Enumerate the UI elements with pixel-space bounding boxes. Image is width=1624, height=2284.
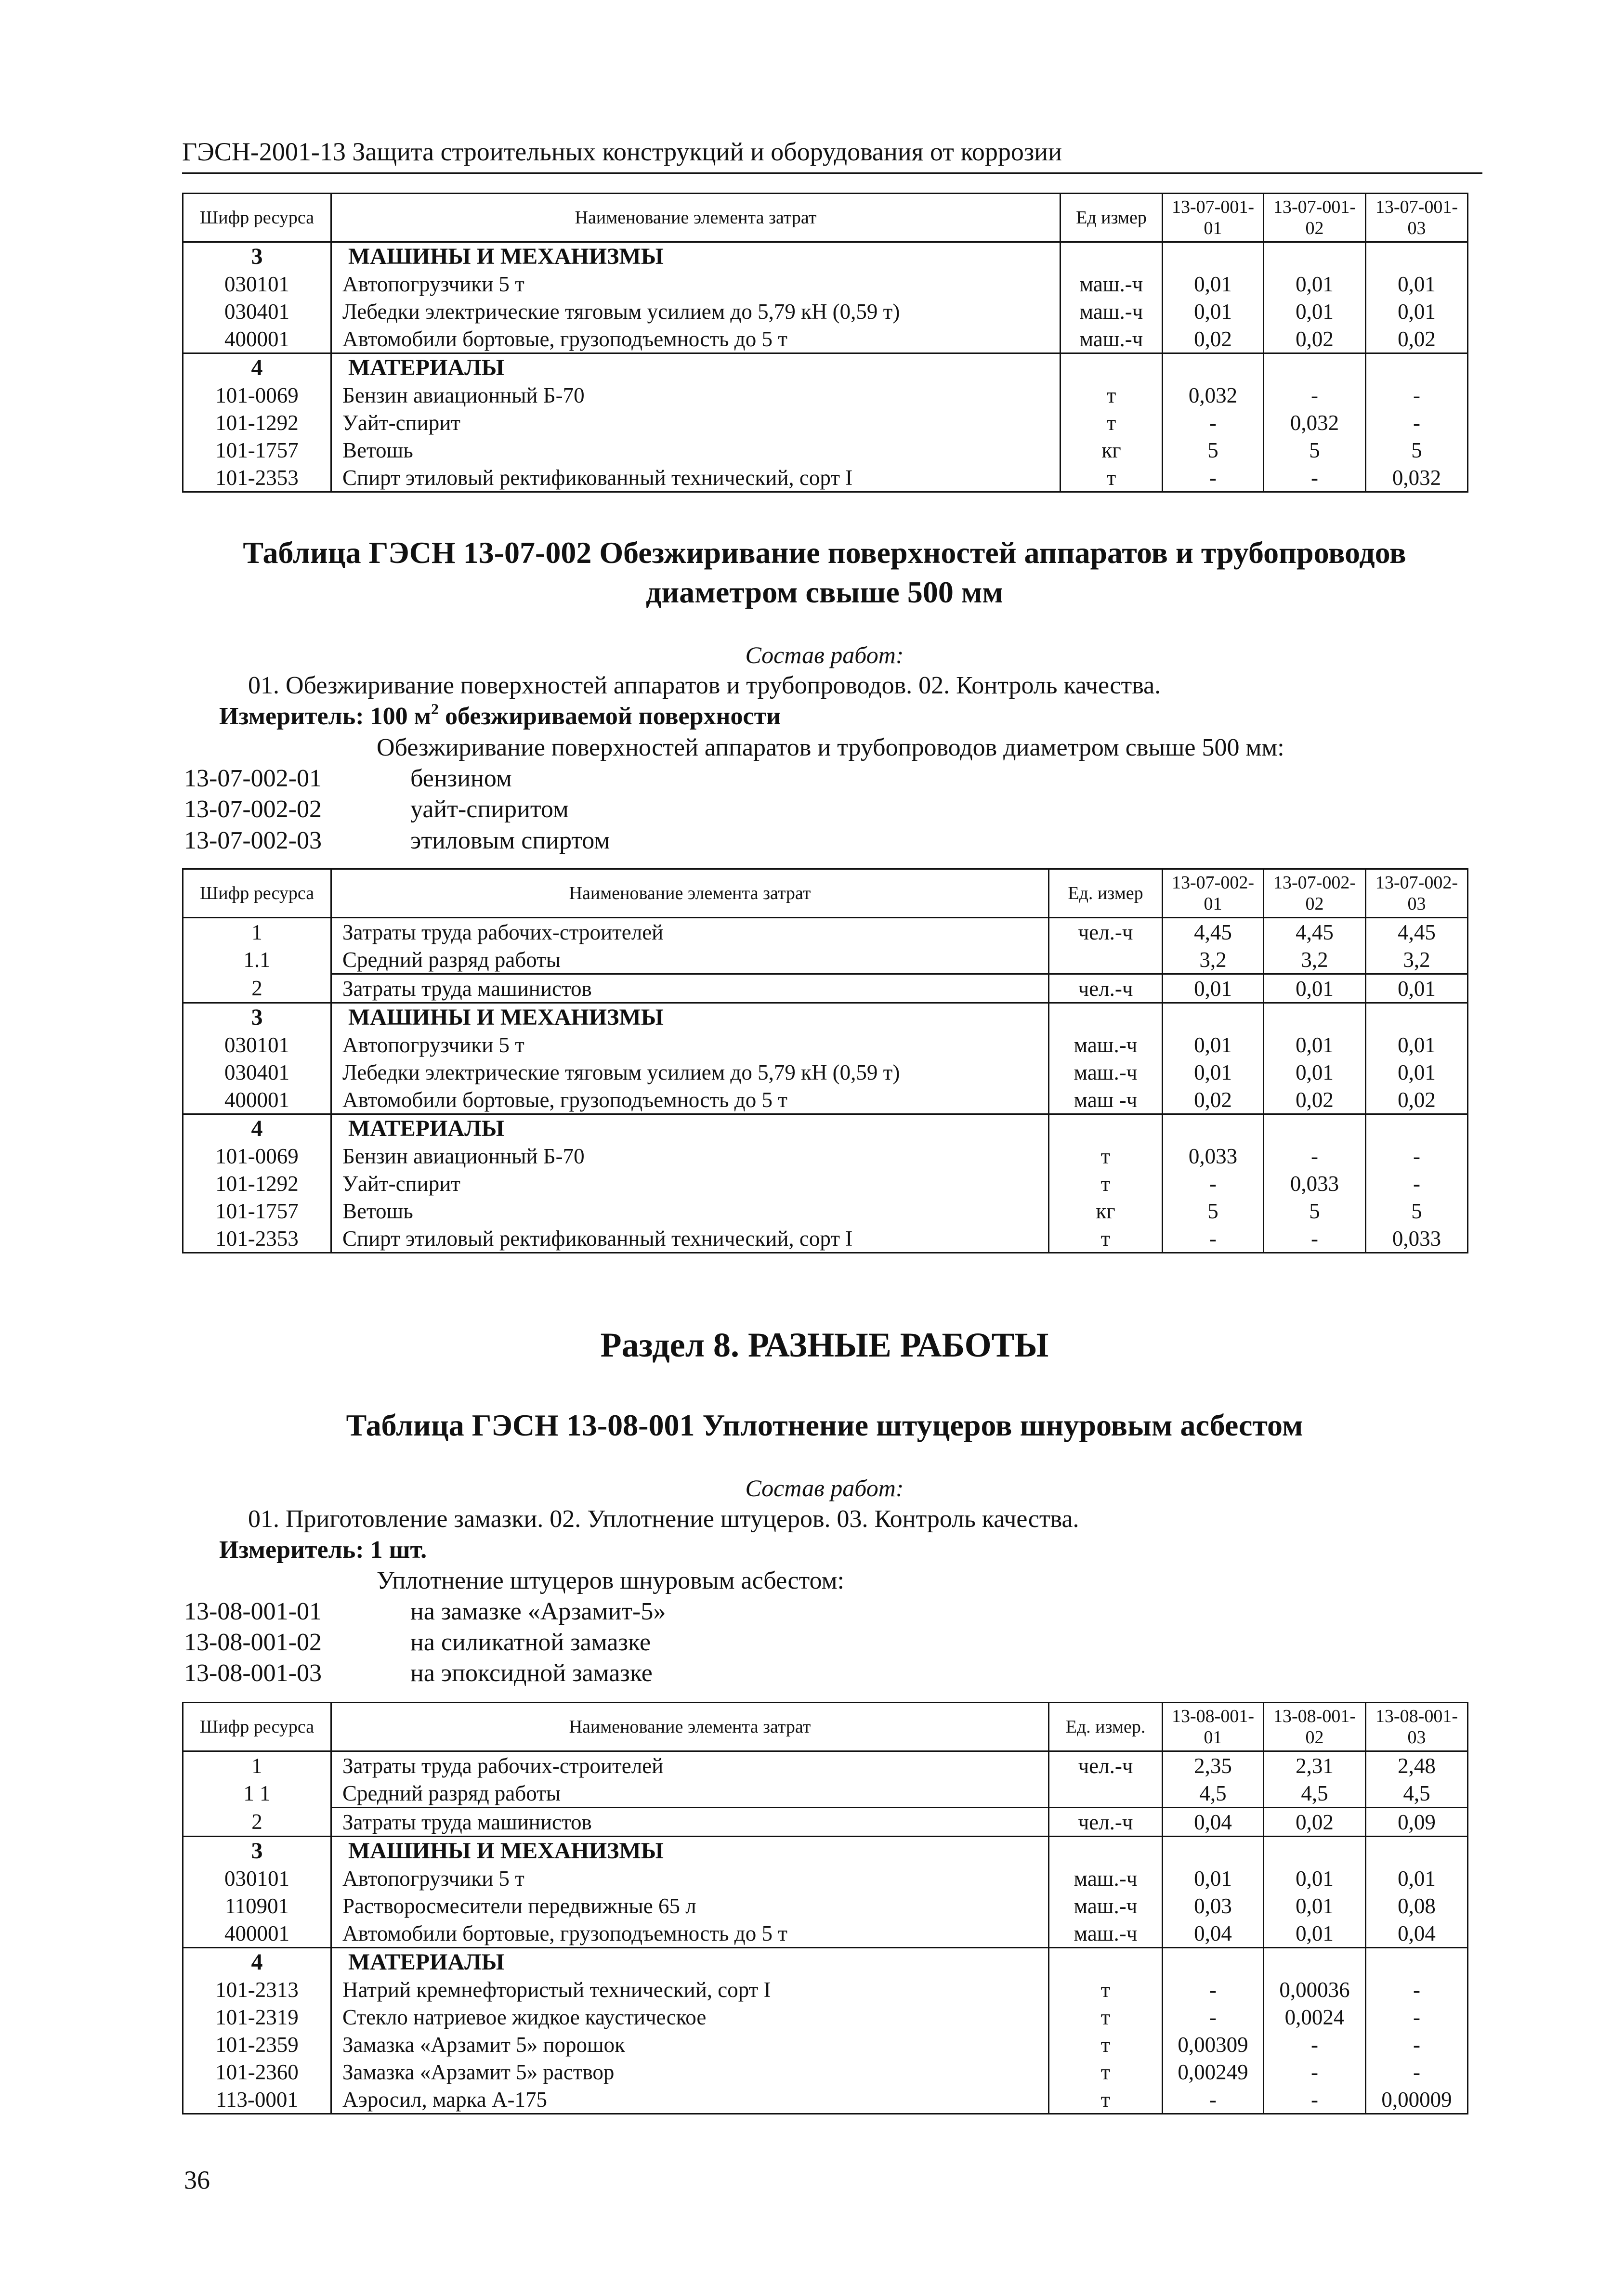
resource-unit <box>1049 1779 1163 1808</box>
table-row <box>183 1086 1468 1114</box>
norm-value: - <box>1366 409 1468 436</box>
resource-name: Средний разряд работы <box>331 1779 1049 1808</box>
resource-unit: т <box>1049 2086 1163 2114</box>
header-unit: Ед. измер. <box>1049 1703 1163 1751</box>
norm-value: - <box>1163 2086 1264 2114</box>
norm-value: 2,48 <box>1366 1751 1468 1780</box>
meter-label: Измеритель: <box>219 1536 364 1564</box>
norm-description: уайт-спиритом <box>410 796 569 823</box>
norm-value: 0,032 <box>1366 464 1468 492</box>
norm-value: 0,032 <box>1163 381 1264 409</box>
norm-value: 5 <box>1264 436 1366 464</box>
table-header-row <box>183 194 1468 242</box>
resource-unit: кг <box>1061 436 1163 464</box>
norm-value: 0,032 <box>1264 409 1366 436</box>
resource-name: Затраты труда рабочих-строителей <box>331 918 1049 946</box>
norm-value: 0,02 <box>1366 1086 1468 1114</box>
norm-value: 4,45 <box>1366 918 1468 946</box>
resource-name: Средний разряд работы <box>331 946 1049 974</box>
table-title-13-07-002-line2: диаметром свыше 500 мм <box>646 575 1003 609</box>
header-code: Шифр ресурса <box>183 194 331 242</box>
norm-value: 0,02 <box>1163 325 1264 353</box>
norm-value: 4,5 <box>1366 1779 1468 1808</box>
resource-code: 3 <box>183 242 331 271</box>
resource-code: 400001 <box>183 325 331 353</box>
resource-code: 101-1757 <box>183 1197 331 1225</box>
resource-name: Ветошь <box>331 1197 1049 1225</box>
header-name: Наименование элемента затрат <box>331 1703 1049 1751</box>
norm-value: - <box>1264 2086 1366 2114</box>
table-header-row <box>183 1703 1468 1751</box>
norm-value: 0,01 <box>1366 1865 1468 1892</box>
header-norm-1: 13-08-001-01 <box>1163 1703 1264 1751</box>
norm-value: 0,04 <box>1163 1808 1264 1837</box>
norm-value: - <box>1163 1170 1264 1197</box>
resource-unit: т <box>1049 1142 1163 1170</box>
norm-value: 0,00309 <box>1163 2031 1264 2058</box>
header-norm-3: 13-08-001-03 <box>1366 1703 1468 1751</box>
norm-value: 5 <box>1366 1197 1468 1225</box>
resource-code: 2 <box>183 974 331 1003</box>
resource-name: Затраты труда машинистов <box>331 1808 1049 1837</box>
norm-value: - <box>1264 464 1366 492</box>
table-row <box>183 1003 1468 1031</box>
norm-value: - <box>1264 1225 1366 1253</box>
resource-unit: чел.-ч <box>1049 1808 1163 1837</box>
resource-name: Затраты труда рабочих-строителей <box>331 1751 1049 1780</box>
norm-code: 13-07-002-03 <box>184 827 322 854</box>
norm-value: 0,02 <box>1163 1086 1264 1114</box>
norm-value: 4,5 <box>1264 1779 1366 1808</box>
norm-value: 0,01 <box>1366 298 1468 325</box>
norm-description: на замазке «Арзамит-5» <box>410 1598 666 1625</box>
meter-label: Измеритель: <box>219 703 364 730</box>
composition-text: 01. Обезжиривание поверхностей аппаратов и трубопроводов. 02. Контроль качества. <box>248 672 1161 699</box>
norm-value: - <box>1163 409 1264 436</box>
resource-unit: т <box>1049 2058 1163 2086</box>
header-unit: Ед измер <box>1061 194 1163 242</box>
category-name: МАШИНЫ И МЕХАНИЗМЫ <box>331 242 1061 271</box>
table-row <box>183 1170 1468 1197</box>
header-code: Шифр ресурса <box>183 1703 331 1751</box>
table-row <box>183 1976 1468 2003</box>
table-row <box>183 1114 1468 1143</box>
resource-unit: т <box>1061 464 1163 492</box>
header-norm-2: 13-07-002-02 <box>1264 869 1366 918</box>
table-row <box>183 242 1468 271</box>
category-name: МАШИНЫ И МЕХАНИЗМЫ <box>331 1003 1049 1031</box>
norm-code: 13-07-002-01 <box>184 765 322 792</box>
resource-name: Затраты труда машинистов <box>331 974 1049 1003</box>
resource-name: Лебедки электрические тяговым усилием до 5,79 кН (0,59 т) <box>331 298 1061 325</box>
resource-code: 101-2353 <box>183 464 331 492</box>
resource-unit: маш.-ч <box>1049 1892 1163 1919</box>
resource-code: 3 <box>183 1837 331 1865</box>
norm-value: 3,2 <box>1163 946 1264 974</box>
resource-code: 030101 <box>183 1865 331 1892</box>
header-rule <box>182 172 1482 174</box>
norm-value: 0,01 <box>1366 1058 1468 1086</box>
norm-value: - <box>1366 2058 1468 2086</box>
norm-code: 13-08-001-02 <box>184 1629 322 1656</box>
norm-value: - <box>1366 2003 1468 2031</box>
meter-line <box>219 1535 427 1565</box>
composition-label: Состав работ: <box>745 1475 904 1501</box>
table-row <box>183 436 1468 464</box>
resource-unit: т <box>1049 2003 1163 2031</box>
table-row <box>183 353 1468 382</box>
norm-description: на силикатной замазке <box>410 1629 651 1656</box>
table-row <box>183 381 1468 409</box>
resource-unit: маш.-ч <box>1061 325 1163 353</box>
composition-text: 01. Приготовление замазки. 02. Уплотнение штуцеров. 03. Контроль качества. <box>248 1505 1079 1533</box>
table-row <box>183 1031 1468 1058</box>
resource-name: Автопогрузчики 5 т <box>331 1031 1049 1058</box>
table-row <box>183 270 1468 298</box>
resource-name: Автомобили бортовые, грузоподъемность до 5 т <box>331 325 1061 353</box>
resource-name: Уайт-спирит <box>331 409 1061 436</box>
resource-code: 2 <box>183 1808 331 1837</box>
norm-value: 0,01 <box>1264 1058 1366 1086</box>
resource-name: Замазка «Арзамит 5» порошок <box>331 2031 1049 2058</box>
resource-name: Стекло натриевое жидкое каустическое <box>331 2003 1049 2031</box>
header-norm-2: 13-07-001-02 <box>1264 194 1366 242</box>
resource-unit: т <box>1049 1170 1163 1197</box>
resource-code: 101-1292 <box>183 1170 331 1197</box>
norm-value: 0,09 <box>1366 1808 1468 1837</box>
resource-unit: маш.-ч <box>1049 1919 1163 1948</box>
resource-unit: чел.-ч <box>1049 1751 1163 1780</box>
resource-code: 101-1292 <box>183 409 331 436</box>
resource-code: 101-2353 <box>183 1225 331 1253</box>
norm-value: - <box>1366 2031 1468 2058</box>
norm-value: 0,01 <box>1163 270 1264 298</box>
norm-value: 0,0024 <box>1264 2003 1366 2031</box>
resource-code: 400001 <box>183 1086 331 1114</box>
norm-value: 0,033 <box>1163 1142 1264 1170</box>
resource-code: 101-2313 <box>183 1976 331 2003</box>
resource-table-13-07-002 <box>182 868 1468 1253</box>
table-row <box>183 1919 1468 1948</box>
resource-name: Автомобили бортовые, грузоподъемность до 5 т <box>331 1086 1049 1114</box>
resource-unit: т <box>1061 381 1163 409</box>
norm-value: 0,01 <box>1163 1058 1264 1086</box>
norm-code: 13-08-001-01 <box>184 1598 322 1625</box>
header-norm-1: 13-07-001-01 <box>1163 194 1264 242</box>
resource-table-13-07-001 <box>182 193 1468 493</box>
norm-value: 0,01 <box>1264 270 1366 298</box>
header-unit: Ед. измер <box>1049 869 1163 918</box>
norm-value: - <box>1366 381 1468 409</box>
resource-code: 1.1 <box>183 946 331 974</box>
resource-code: 030401 <box>183 298 331 325</box>
resource-code: 113-0001 <box>183 2086 331 2114</box>
norm-value: 0,00036 <box>1264 1976 1366 2003</box>
norm-value: 0,02 <box>1366 325 1468 353</box>
norm-value: 5 <box>1163 1197 1264 1225</box>
resource-unit: т <box>1049 1225 1163 1253</box>
norm-value: - <box>1163 2003 1264 2031</box>
norm-value: - <box>1264 381 1366 409</box>
resource-unit: маш.-ч <box>1049 1031 1163 1058</box>
category-name: МАШИНЫ И МЕХАНИЗМЫ <box>331 1837 1049 1865</box>
norm-value: 0,01 <box>1264 1031 1366 1058</box>
table-row <box>183 464 1468 492</box>
norm-value: 0,01 <box>1264 298 1366 325</box>
table-row <box>183 974 1468 1003</box>
table-row <box>183 1058 1468 1086</box>
norm-value: 4,45 <box>1264 918 1366 946</box>
header-norm-3: 13-07-001-03 <box>1366 194 1468 242</box>
resource-code: 101-2360 <box>183 2058 331 2086</box>
table-row <box>183 1779 1468 1808</box>
table-row <box>183 1197 1468 1225</box>
category-name: МАТЕРИАЛЫ <box>331 1114 1049 1143</box>
norm-value: 0,01 <box>1366 1031 1468 1058</box>
norm-value: 0,01 <box>1163 298 1264 325</box>
header-code: Шифр ресурса <box>183 869 331 918</box>
norm-value: 0,02 <box>1264 1808 1366 1837</box>
norm-value: - <box>1366 1976 1468 2003</box>
norm-value: - <box>1366 1142 1468 1170</box>
header-norm-2: 13-08-001-02 <box>1264 1703 1366 1751</box>
table-row <box>183 2003 1468 2031</box>
norm-value: 2,31 <box>1264 1751 1366 1780</box>
header-name: Наименование элемента затрат <box>331 194 1061 242</box>
resource-code: 3 <box>183 1003 331 1031</box>
resource-code: 101-0069 <box>183 1142 331 1170</box>
table-row <box>183 1225 1468 1253</box>
norm-intro: Обезжиривание поверхностей аппаратов и трубопроводов диаметром свыше 500 мм: <box>377 734 1284 761</box>
norm-description: на эпоксидной замазке <box>410 1659 653 1687</box>
norm-value: 0,01 <box>1264 1919 1366 1948</box>
norm-value: 0,00009 <box>1366 2086 1468 2114</box>
norm-value: 0,01 <box>1264 1865 1366 1892</box>
norm-value: 3,2 <box>1366 946 1468 974</box>
resource-name: Уайт-спирит <box>331 1170 1049 1197</box>
norm-value: 0,033 <box>1264 1170 1366 1197</box>
resource-unit: кг <box>1049 1197 1163 1225</box>
norm-value: 3,2 <box>1264 946 1366 974</box>
resource-code: 030101 <box>183 1031 331 1058</box>
table-row <box>183 1808 1468 1837</box>
meter-value: 1 шт. <box>370 1536 427 1564</box>
norm-value: 0,01 <box>1366 270 1468 298</box>
resource-code: 1 1 <box>183 1779 331 1808</box>
norm-code: 13-08-001-03 <box>184 1659 322 1687</box>
meter-value: 100 $м^2$ обезжириваемой поверхности <box>370 700 781 730</box>
resource-code: 101-2359 <box>183 2031 331 2058</box>
resource-unit: маш.-ч <box>1061 270 1163 298</box>
norm-value: 0,033 <box>1366 1225 1468 1253</box>
resource-code: 1 <box>183 1751 331 1780</box>
table-row <box>183 946 1468 974</box>
norm-value: - <box>1264 2058 1366 2086</box>
header-norm-1: 13-07-002-01 <box>1163 869 1264 918</box>
norm-value: - <box>1163 464 1264 492</box>
resource-name: Спирт этиловый ректификованный технический, сорт I <box>331 464 1061 492</box>
resource-table-13-08-001 <box>182 1702 1468 2114</box>
resource-code: 101-2319 <box>183 2003 331 2031</box>
resource-unit: маш.-ч <box>1049 1865 1163 1892</box>
norm-value: 0,01 <box>1163 1865 1264 1892</box>
resource-name: Автопогрузчики 5 т <box>331 270 1061 298</box>
header-name: Наименование элемента затрат <box>331 869 1049 918</box>
norm-value: 0,01 <box>1163 974 1264 1003</box>
norm-value: - <box>1163 1225 1264 1253</box>
table-row <box>183 1837 1468 1865</box>
table-row <box>183 918 1468 946</box>
resource-name: Автопогрузчики 5 т <box>331 1865 1049 1892</box>
resource-name: Растворосмесители передвижные 65 л <box>331 1892 1049 1919</box>
resource-name: Замазка «Арзамит 5» раствор <box>331 2058 1049 2086</box>
resource-code: 4 <box>183 1948 331 1976</box>
resource-code: 110901 <box>183 1892 331 1919</box>
norm-value: 5 <box>1366 436 1468 464</box>
composition-label: Состав работ: <box>745 641 904 668</box>
page-number: 36 <box>184 2166 210 2194</box>
norm-value: 0,02 <box>1264 1086 1366 1114</box>
resource-unit: т <box>1049 2031 1163 2058</box>
table-title-13-07-002-line1: Таблица ГЭСН 13-07-002 Обезжиривание поверхностей аппаратов и трубопроводов <box>243 535 1406 570</box>
table-row <box>183 325 1468 353</box>
norm-value: - <box>1264 2031 1366 2058</box>
resource-name: Бензин авиационный Б-70 <box>331 381 1061 409</box>
norm-value: - <box>1366 1170 1468 1197</box>
resource-unit: т <box>1049 1976 1163 2003</box>
norm-value: - <box>1264 1142 1366 1170</box>
norm-value: 0,01 <box>1366 974 1468 1003</box>
norm-value: 5 <box>1163 436 1264 464</box>
norm-code: 13-07-002-02 <box>184 796 322 823</box>
table-row <box>183 1892 1468 1919</box>
resource-unit: чел.-ч <box>1049 974 1163 1003</box>
table-row <box>183 2086 1468 2114</box>
resource-name: Аэросил, марка А-175 <box>331 2086 1049 2114</box>
resource-unit: т <box>1061 409 1163 436</box>
table-row <box>183 1142 1468 1170</box>
header-norm-3: 13-07-002-03 <box>1366 869 1468 918</box>
resource-code: 1 <box>183 918 331 946</box>
running-header: ГЭСН-2001-13 Защита строительных конструкций и оборудования от коррозии <box>182 137 1062 166</box>
norm-intro: Уплотнение штуцеров шнуровым асбестом: <box>377 1567 844 1594</box>
norm-value: 4,45 <box>1163 918 1264 946</box>
norm-value: 2,35 <box>1163 1751 1264 1780</box>
norm-value: 0,02 <box>1264 325 1366 353</box>
resource-unit: маш.-ч <box>1049 1058 1163 1086</box>
table-row <box>183 2031 1468 2058</box>
table-row <box>183 298 1468 325</box>
norm-value: 0,03 <box>1163 1892 1264 1919</box>
resource-code: 101-1757 <box>183 436 331 464</box>
resource-code: 4 <box>183 353 331 382</box>
norm-value: - <box>1163 1976 1264 2003</box>
resource-name: Лебедки электрические тяговым усилием до 5,79 кН (0,59 т) <box>331 1058 1049 1086</box>
meter-line <box>219 702 781 731</box>
norm-value: 0,01 <box>1264 974 1366 1003</box>
table-row <box>183 1948 1468 1976</box>
norm-value: 5 <box>1264 1197 1366 1225</box>
resource-name: Натрий кремнефтористый технический, сорт I <box>331 1976 1049 2003</box>
resource-unit: чел.-ч <box>1049 918 1163 946</box>
norm-description: бензином <box>410 765 512 792</box>
category-name: МАТЕРИАЛЫ <box>331 1948 1049 1976</box>
category-name: МАТЕРИАЛЫ <box>331 353 1061 382</box>
resource-code: 030101 <box>183 270 331 298</box>
norm-value: 0,04 <box>1366 1919 1468 1948</box>
norm-value: 0,01 <box>1264 1892 1366 1919</box>
norm-value: 4,5 <box>1163 1779 1264 1808</box>
resource-name: Бензин авиационный Б-70 <box>331 1142 1049 1170</box>
resource-unit <box>1049 946 1163 974</box>
table-row <box>183 2058 1468 2086</box>
norm-value: 0,01 <box>1163 1031 1264 1058</box>
norm-value: 0,00249 <box>1163 2058 1264 2086</box>
table-row <box>183 409 1468 436</box>
resource-name: Ветошь <box>331 436 1061 464</box>
resource-code: 400001 <box>183 1919 331 1948</box>
table-row <box>183 1865 1468 1892</box>
table-row <box>183 1751 1468 1780</box>
resource-code: 101-0069 <box>183 381 331 409</box>
norm-value: 0,04 <box>1163 1919 1264 1948</box>
resource-code: 030401 <box>183 1058 331 1086</box>
table-title-13-08-001: Таблица ГЭСН 13-08-001 Уплотнение штуцеров шнуровым асбестом <box>346 1408 1303 1442</box>
resource-unit: маш -ч <box>1049 1086 1163 1114</box>
norm-description: этиловым спиртом <box>410 827 610 854</box>
resource-code: 4 <box>183 1114 331 1143</box>
norm-value: 0,08 <box>1366 1892 1468 1919</box>
resource-name: Спирт этиловый ректификованный технический, сорт I <box>331 1225 1049 1253</box>
table-header-row <box>183 869 1468 918</box>
resource-unit: маш.-ч <box>1061 298 1163 325</box>
resource-name: Автомобили бортовые, грузоподъемность до 5 т <box>331 1919 1049 1948</box>
section-title: Раздел 8. РАЗНЫЕ РАБОТЫ <box>600 1326 1049 1364</box>
